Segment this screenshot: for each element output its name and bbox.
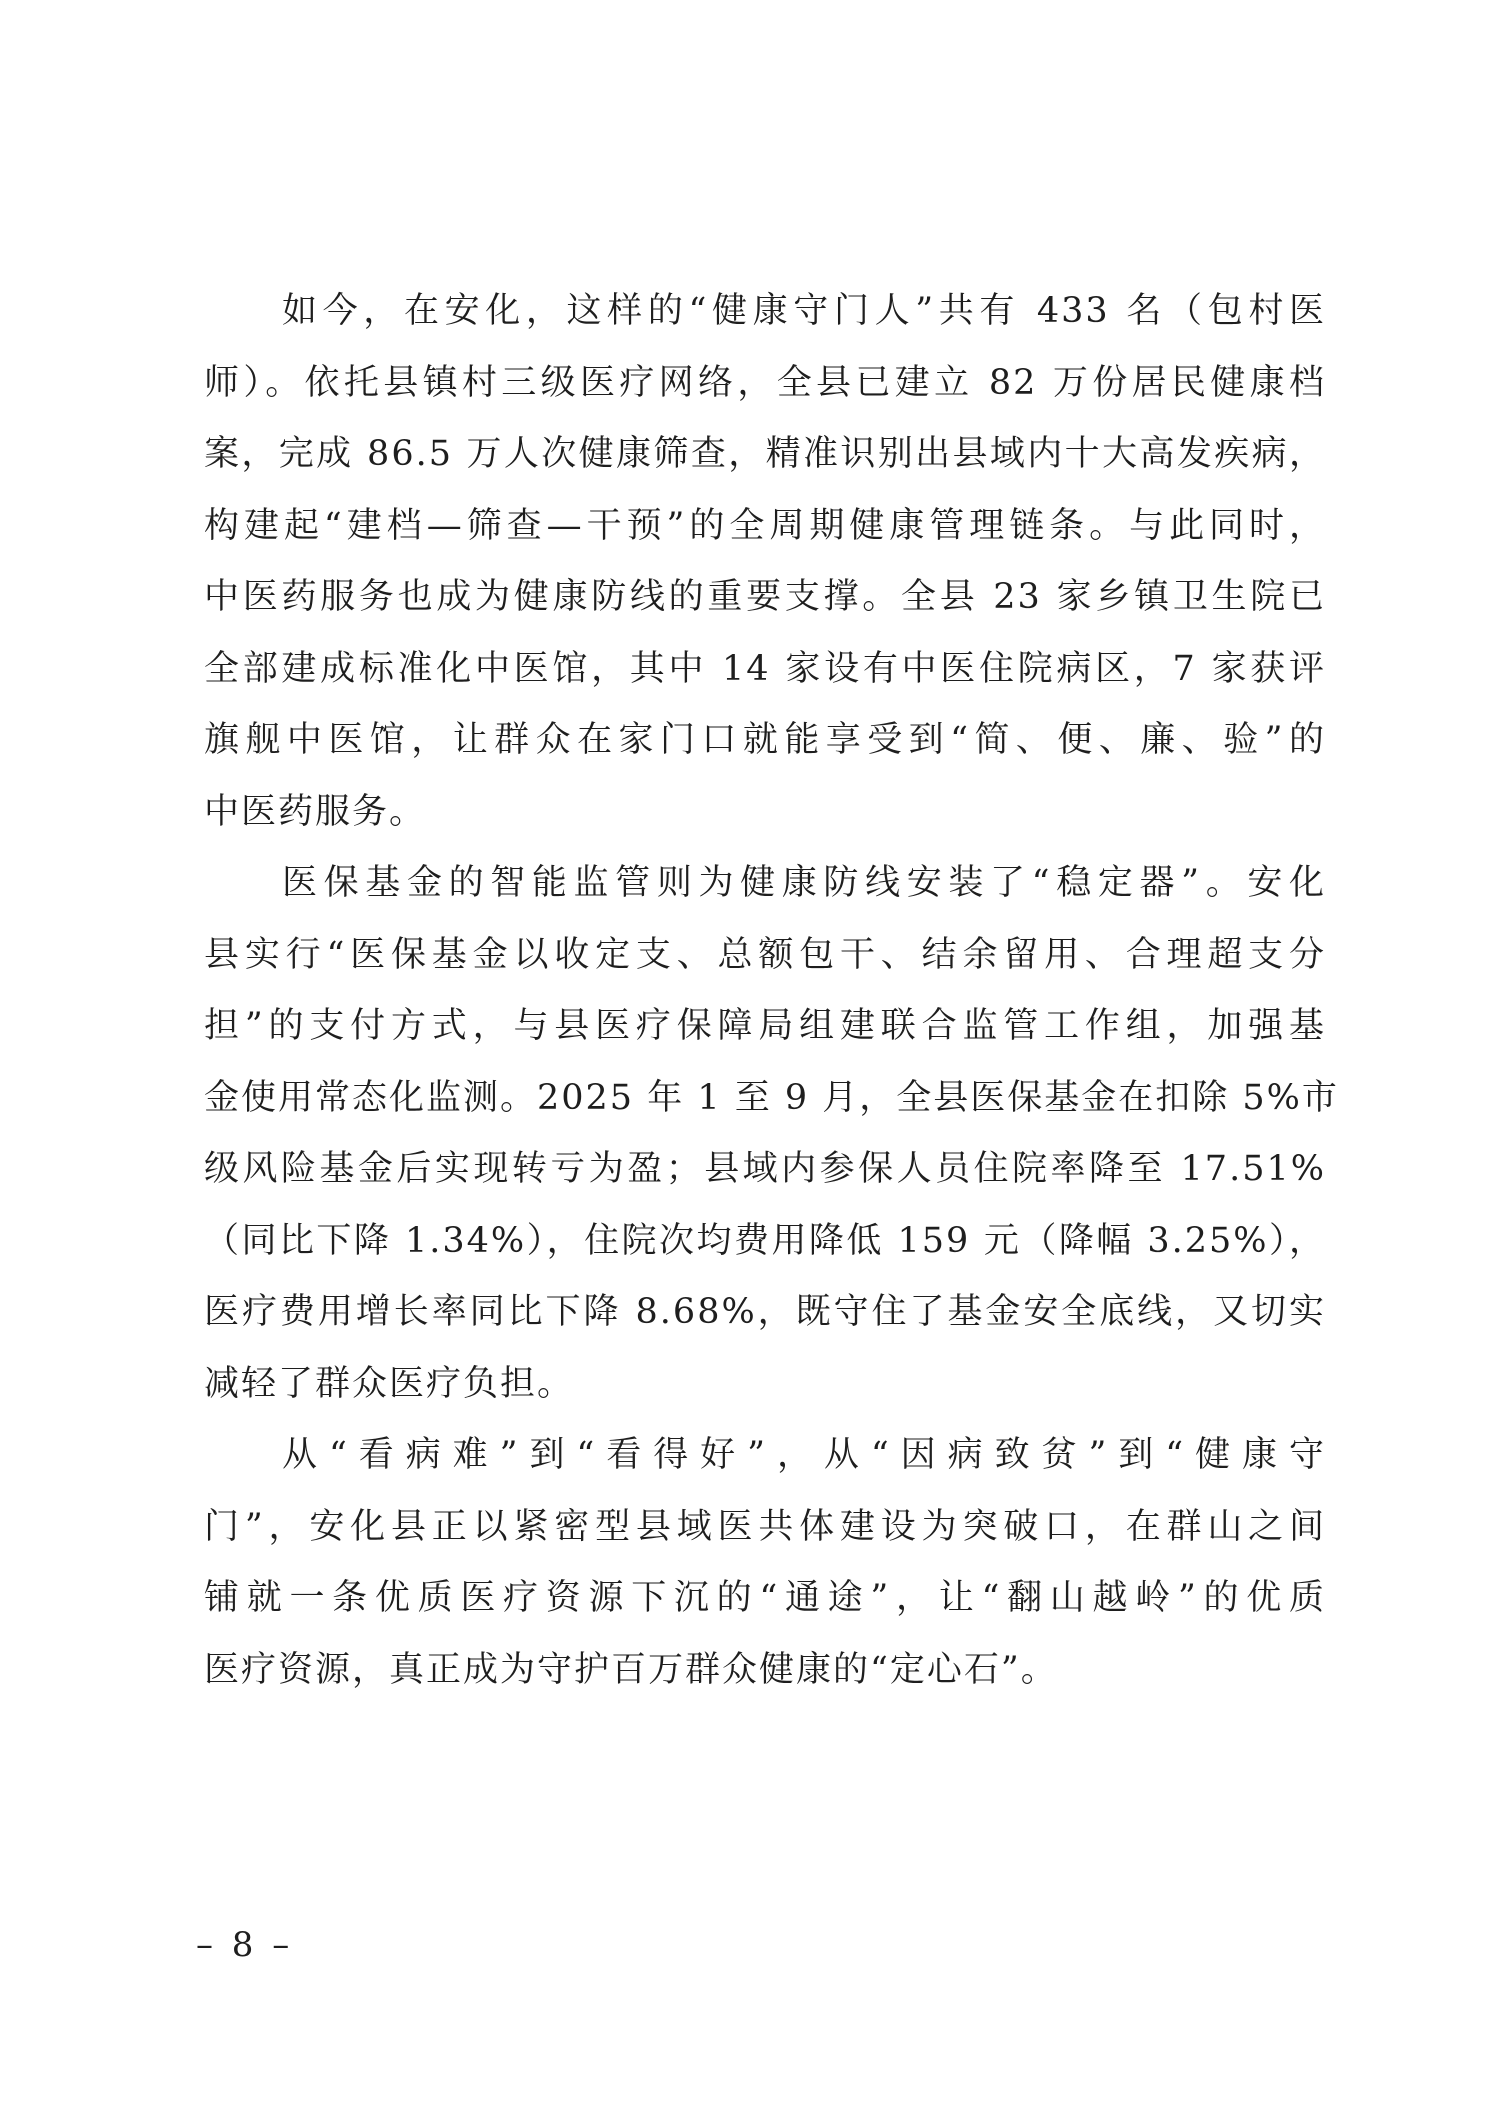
page-number: – 8 – bbox=[196, 1925, 294, 1965]
text-line: 构建起“建档—筛查—干预”的全周期健康管理链条。与此同时， bbox=[204, 505, 1326, 546]
text-line: 铺就一条优质医疗资源下沉的“通途”，让“翻山越岭”的优质 bbox=[204, 1578, 1326, 1618]
text-line: 全部建成标准化中医馆，其中 14 家设有中医住院病区，7 家获评 bbox=[204, 648, 1326, 689]
text-line: 级风险基金后实现转亏为盈；县域内参保人员住院率降至 17.51% bbox=[204, 1149, 1326, 1189]
body-text bbox=[204, 276, 1339, 1706]
text-line: （同比下降 1.34%），住院次均费用降低 159 元（降幅 3.25%）， bbox=[204, 1220, 1326, 1261]
text-line: 如今，在安化，这样的“健康守门人”共有 433 名（包村医 bbox=[282, 291, 1326, 331]
text-line: 医疗费用增长率同比下降 8.68%，既守住了基金安全底线，又切实 bbox=[204, 1292, 1326, 1332]
text-line: 中医药服务。 bbox=[204, 791, 427, 832]
text-line: 中医药服务也成为健康防线的重要支撑。全县 23 家乡镇卫生院已 bbox=[204, 577, 1326, 617]
text-line: 从“看病难”到“看得好”，从“因病致贫”到“健康守 bbox=[282, 1435, 1326, 1475]
text-line: 门”，安化县正以紧密型县域医共体建设为突破口，在群山之间 bbox=[204, 1506, 1326, 1547]
paragraph-conclusion bbox=[204, 1420, 1326, 1706]
text-line: 县实行“医保基金以收定支、总额包干、结余留用、合理超支分 bbox=[204, 934, 1326, 975]
text-line: 医疗资源，真正成为守护百万群众健康的“定心石”。 bbox=[204, 1649, 1058, 1690]
text-line: 旗舰中医馆，让群众在家门口就能享受到“简、便、廉、验”的 bbox=[204, 720, 1326, 760]
text-line: 师）。依托县镇村三级医疗网络，全县已建立 82 万份居民健康档 bbox=[204, 362, 1326, 403]
paragraph-health-gatekeepers bbox=[204, 276, 1326, 848]
text-line: 担”的支付方式，与县医疗保障局组建联合监管工作组，加强基 bbox=[204, 1006, 1326, 1046]
paragraph-medical-insurance-fund bbox=[204, 848, 1339, 1420]
text-line: 医保基金的智能监管则为健康防线安装了“稳定器”。安化 bbox=[282, 863, 1326, 903]
text-line: 减轻了群众医疗负担。 bbox=[204, 1363, 575, 1404]
text-line: 金使用常态化监测。2025 年 1 至 9 月，全县医保基金在扣除 5%市 bbox=[204, 1077, 1339, 1118]
text-line: 案，完成 86.5 万人次健康筛查，精准识别出县域内十大高发疾病， bbox=[204, 434, 1326, 474]
